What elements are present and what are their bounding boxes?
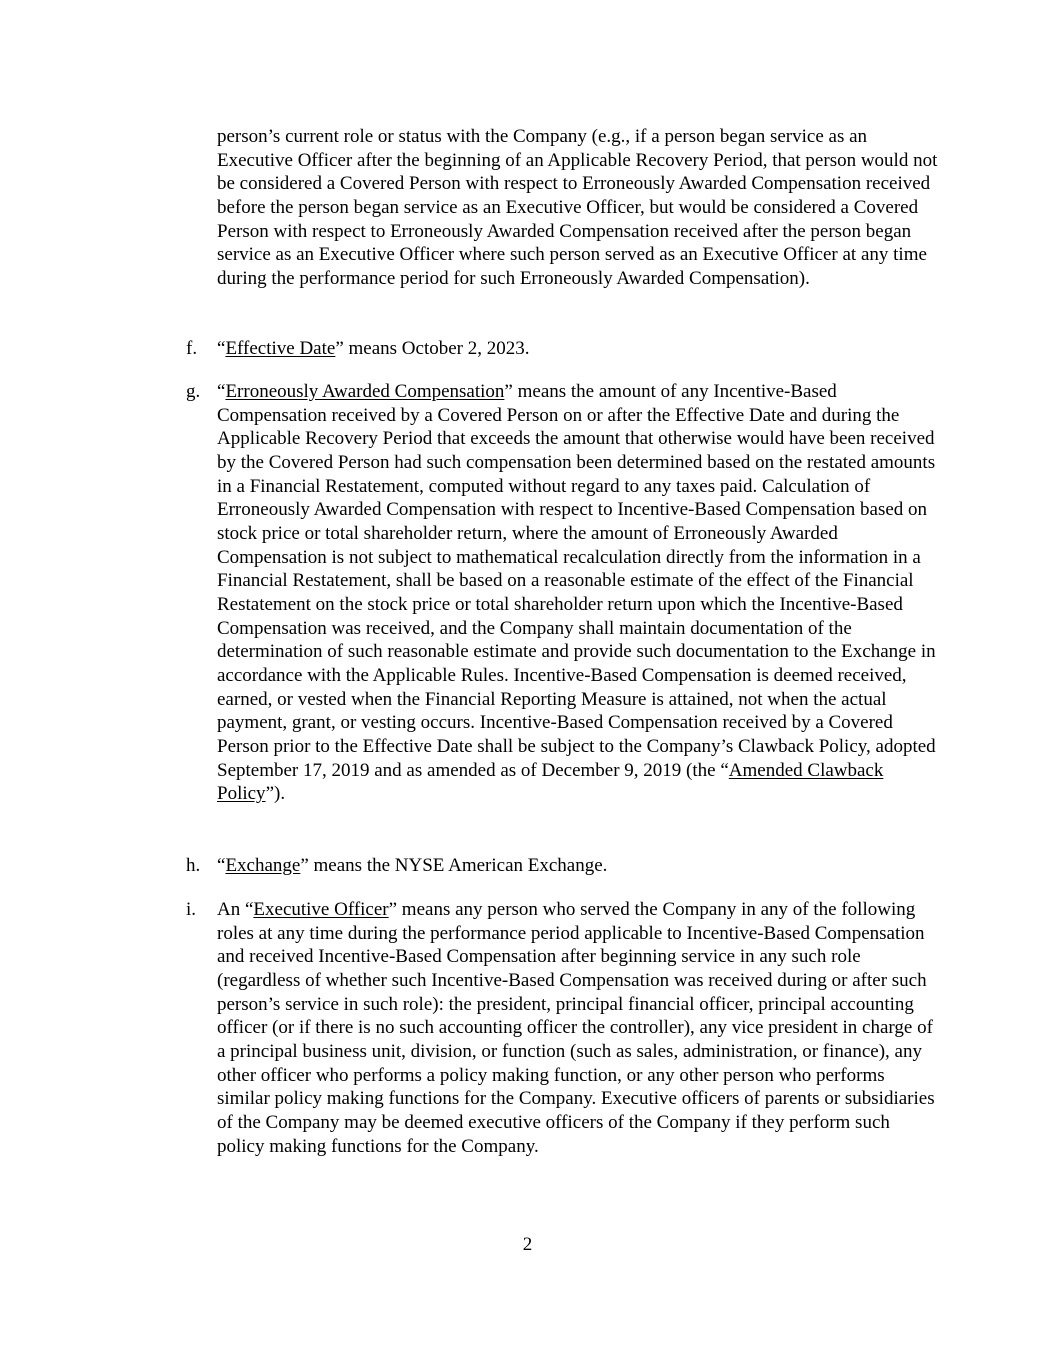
item-label-i: i. [186, 899, 197, 920]
definition-erroneously-awarded-compensation [217, 380, 939, 806]
defined-term-exchange: Exchange [225, 855, 301, 876]
open-quote: An “ [217, 899, 254, 920]
defined-term-executive-officer: Executive Officer [253, 899, 389, 920]
defined-term-amended-clawback-policy: Amended Clawback Policy [217, 759, 884, 805]
continuation-text: person’s current role or status with the Company (e.g., if a person began service as an Executive Officer after the beginning of an Applicable Recovery Period, that person would not be considered a Covered Person with respect to Erroneously Awarded Compensation received before the person began service as an Executive Officer, but would be considered a Covered Person with respect to Erroneously Awarded Compensation received after the person began service as an Executive Officer where such person served as an Executive Officer at any time during the performance period for such Erroneously Awarded Compensation). [217, 126, 938, 289]
definition-exchange [217, 854, 939, 878]
defined-term-effective-date: Effective Date [225, 338, 336, 359]
definition-executive-officer [217, 898, 939, 1158]
continuation-paragraph [217, 125, 939, 291]
item-label-f: f. [186, 338, 198, 359]
defined-term-erroneously-awarded-compensation: Erroneously Awarded Compensation [225, 381, 505, 402]
open-quote: “ [217, 855, 226, 876]
item-label-h: h. [186, 855, 201, 876]
definition-effective-date [217, 337, 939, 361]
definition-text: ” means the amount of any Incentive-Based Compensation received by a Covered Person on or after the Effective Date and during the Applicable Recovery Period that exceeds the amount that otherwise would have been received by the Covered Person had such compensation been determined based on the restated amounts in a Financial Restatement, computed without regard to any taxes paid. Calculation of Erroneously Awarded Compensation with respect to Incentive-Based Compensation based on stock price or total shareholder return, where the amount of Erroneously Awarded Compensation is not subject to mathematical recalculation directly from the information in a Financial Restatement, shall be based on a reasonable estimate of the effect of the Financial Restatement on the stock price or total shareholder return upon which the Incentive-Based Compensation was received, and the Company shall maintain documentation of the determination of such reasonable estimate and provide such documentation to the Exchange in accordance with the Applicable Rules. Incentive-Based Compensation is deemed received, earned, or vested when the Financial Reporting Measure is attained, not when the actual payment, grant, or vesting occurs. Incentive-Based Compensation received by a Covered Person prior to the Effective Date shall be subject to the Company’s Clawback Policy, adopted September 17, 2019 and as amended as of December 9, 2019 (the “ [217, 381, 936, 781]
definition-text: ” means October 2, 2023. [335, 338, 530, 359]
open-quote: “ [217, 381, 226, 402]
closing-text: ”). [265, 783, 286, 805]
page-number: 2 [522, 1234, 533, 1255]
item-label-g: g. [186, 381, 201, 402]
definition-text: ” means the NYSE American Exchange. [300, 855, 608, 876]
definition-text: ” means any person who served the Company in any of the following roles at any time during the performance period applicable to Incentive-Based Compensation and received Incentive-Based Compensation after beginning service in any such role (regardless of whether such Incentive-Based Compensation was received during or after such person’s service in such role): the president, principal financial officer, principal accounting officer (or if there is no such accounting officer the controller), any vice president in charge of a principal business unit, division, or function (such as sales, administration, or finance), any other officer who performs a policy making function, or any other person who performs similar policy making functions for the Company. Executive officers of parents or subsidiaries of the Company may be deemed executive officers of the Company if they perform such policy making functions for the Company. [217, 899, 935, 1157]
open-quote: “ [217, 338, 226, 359]
